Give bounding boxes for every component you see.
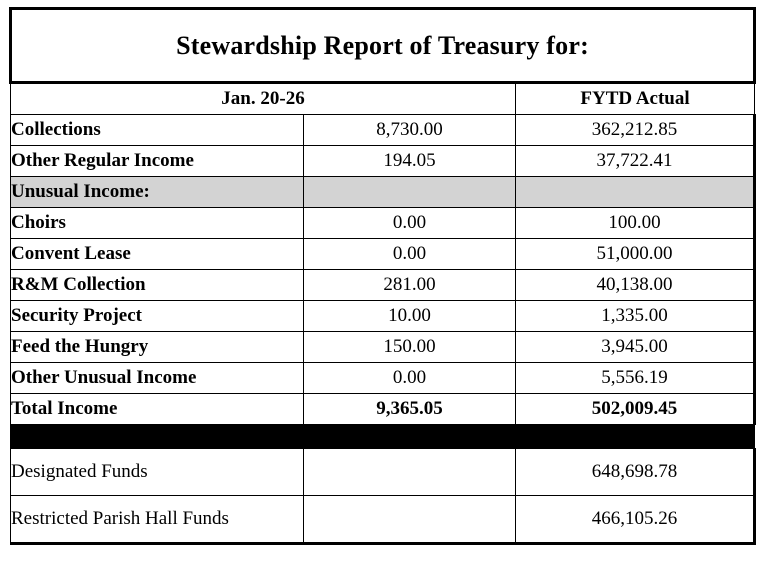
fund-label: Restricted Parish Hall Funds [11,496,304,544]
table-row [11,115,755,146]
row-label: Feed the Hungry [11,332,304,363]
row-fytd-value: 1,335.00 [516,301,755,332]
page-title: Stewardship Report of Treasury for: [176,30,589,60]
row-label: Unusual Income: [11,177,304,208]
table-row [11,270,755,301]
row-fytd-value: 37,722.41 [516,146,755,177]
row-period-value: 8,730.00 [304,115,516,146]
row-label: Total Income [11,394,304,425]
fund-fytd-value: 648,698.78 [516,449,755,496]
row-period-value: 0.00 [304,239,516,270]
table-row [11,208,755,239]
treasury-report-table [9,7,756,545]
table-row [11,496,755,544]
row-label: Collections [11,115,304,146]
row-label: Choirs [11,208,304,239]
report-body [11,9,755,544]
row-fytd-value [516,177,755,208]
row-fytd-value: 51,000.00 [516,239,755,270]
table-row [11,177,755,208]
row-period-value: 194.05 [304,146,516,177]
row-fytd-value: 502,009.45 [516,394,755,425]
row-fytd-value: 5,556.19 [516,363,755,394]
row-label: Security Project [11,301,304,332]
column-header-row [11,83,755,115]
table-row [11,239,755,270]
stewardship-report [9,7,753,545]
row-label: Convent Lease [11,239,304,270]
row-period-value: 9,365.05 [304,394,516,425]
fund-period-value [304,449,516,496]
row-label: Other Unusual Income [11,363,304,394]
row-label: Other Regular Income [11,146,304,177]
fund-period-value [304,496,516,544]
fund-label: Designated Funds [11,449,304,496]
section-separator-row [11,425,755,449]
report-title-cell [11,9,755,83]
column-header-period: Jan. 20-26 [11,83,516,115]
row-period-value: 0.00 [304,363,516,394]
fund-fytd-value: 466,105.26 [516,496,755,544]
table-row [11,449,755,496]
row-fytd-value: 362,212.85 [516,115,755,146]
row-label: R&M Collection [11,270,304,301]
title-row [11,9,755,83]
row-period-value: 0.00 [304,208,516,239]
table-row [11,394,755,425]
row-fytd-value: 100.00 [516,208,755,239]
row-period-value: 281.00 [304,270,516,301]
table-row [11,146,755,177]
row-fytd-value: 40,138.00 [516,270,755,301]
row-period-value [304,177,516,208]
section-separator [11,425,755,449]
table-row [11,301,755,332]
row-period-value: 150.00 [304,332,516,363]
table-row [11,363,755,394]
row-fytd-value: 3,945.00 [516,332,755,363]
column-header-fytd: FYTD Actual [516,83,755,115]
table-row [11,332,755,363]
row-period-value: 10.00 [304,301,516,332]
